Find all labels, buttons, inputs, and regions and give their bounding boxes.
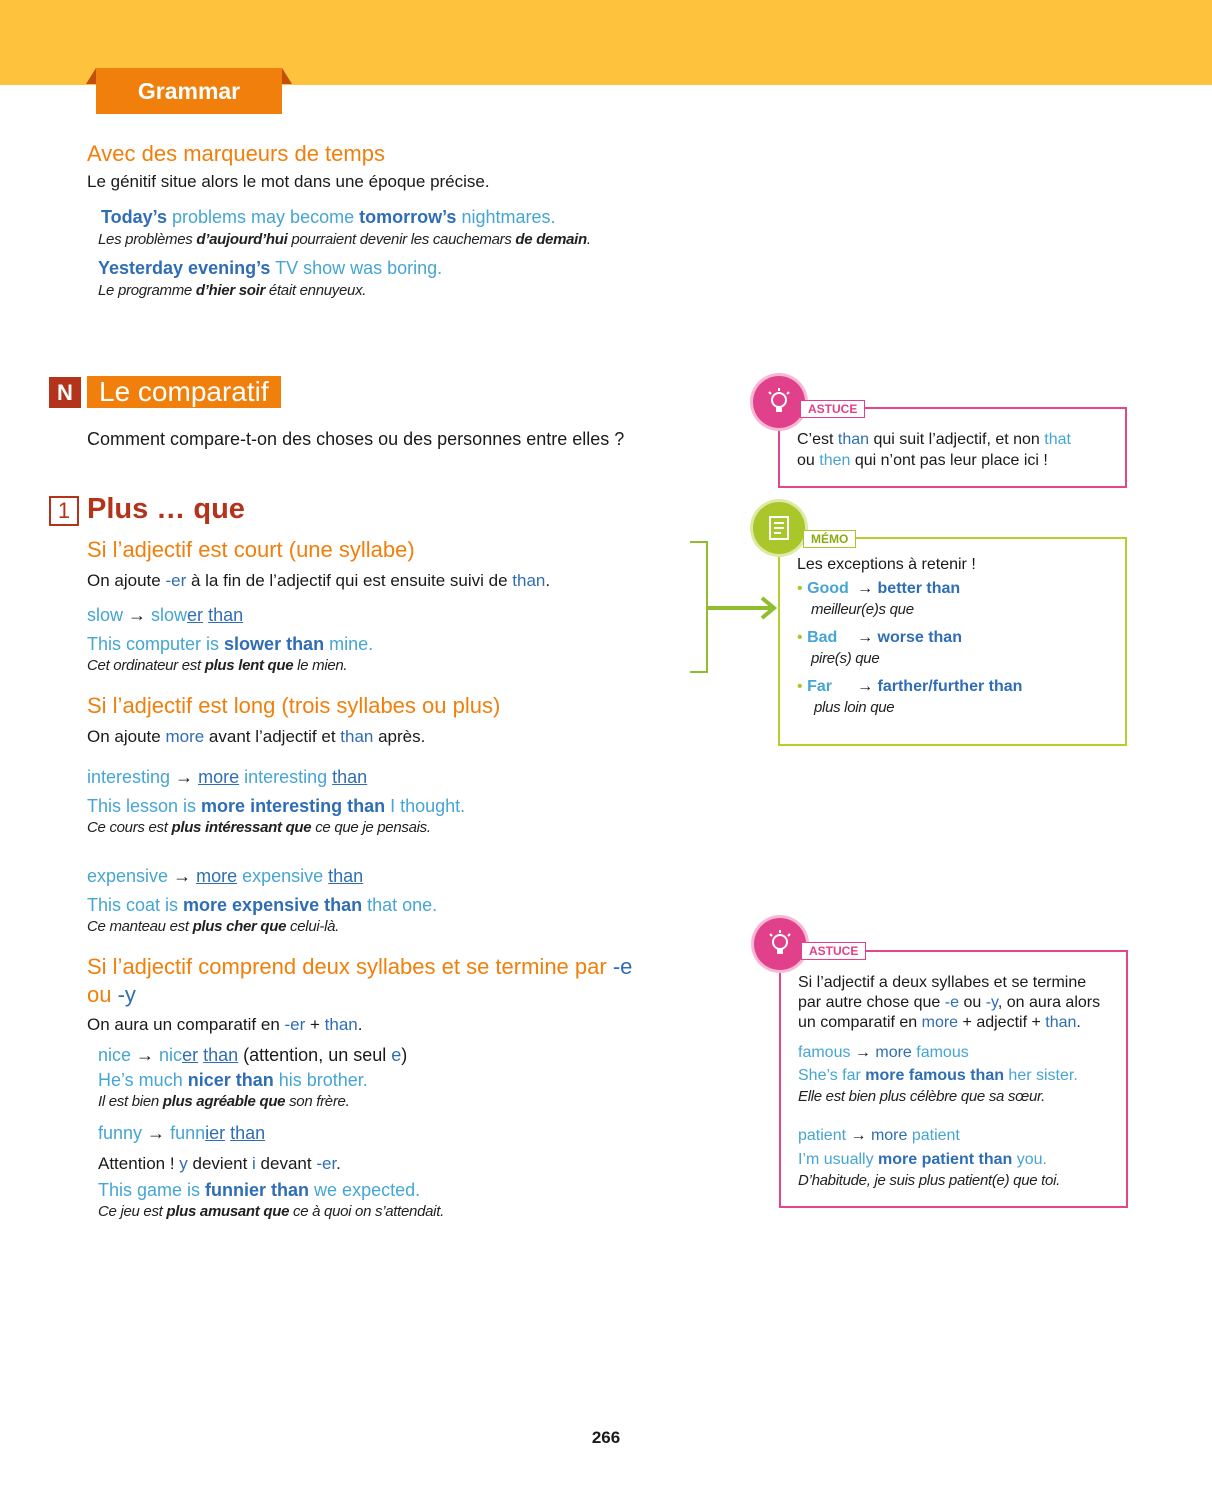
tab-fold-right xyxy=(282,68,292,84)
lightbulb-icon xyxy=(753,376,805,428)
two-syllable-title-line-1: Si l’adjectif comprend deux syllabes et se termine par -e xyxy=(87,954,633,979)
two-syllable-example-2: This game is funnier than we expected. xyxy=(98,1180,421,1200)
long-adjective-desc: On ajoute more avant l’adjectif et than après. xyxy=(87,727,426,746)
astuce-2-translation-1: Elle est bien plus célèbre que sa sœur. xyxy=(798,1088,1046,1105)
section-title: Le comparatif xyxy=(87,376,281,408)
astuce-2-example-2: I’m usually more patient than you. xyxy=(798,1151,1047,1168)
astuce-1-line-1: C’est than qui suit l’adjectif, et non that xyxy=(797,431,1071,448)
short-adjective-title: Si l’adjectif est court (une syllabe) xyxy=(87,537,415,562)
short-adjective-desc: On ajoute -er à la fin de l’adjectif qui est ensuite suivi de than. xyxy=(87,571,551,590)
intro-translation-1: Les problèmes d’aujourd’hui pourraient devenir les cauchemars de demain. xyxy=(98,231,591,248)
memo-item: • Good → better than xyxy=(797,580,961,597)
two-syllable-example-1: He’s much nicer than his brother. xyxy=(98,1070,368,1090)
astuce-2-form-1: famous → more famous xyxy=(798,1044,969,1061)
memo-flag: MÉMO xyxy=(803,530,856,548)
long-adjective-example-1: This lesson is more interesting than I thought. xyxy=(87,796,466,816)
long-adjective-translation-2: Ce manteau est plus cher que celui-là. xyxy=(87,918,340,935)
memo-intro: Les exceptions à retenir ! xyxy=(797,556,976,573)
astuce-2-line-3: un comparatif en more + adjectif + than. xyxy=(798,1014,1081,1031)
astuce-2-line-2: par autre chose que -e ou -y, on aura alors xyxy=(798,994,1101,1011)
intro-translation-2: Le programme d’hier soir était ennuyeux. xyxy=(98,282,367,299)
astuce-2-translation-2: D’habitude, je suis plus patient(e) que toi. xyxy=(798,1172,1060,1189)
long-adjective-form-2: expensive → more expensive than xyxy=(87,866,364,886)
long-adjective-example-2: This coat is more expensive than that one. xyxy=(87,895,438,915)
two-syllable-form-2: funny → funnier than xyxy=(98,1123,266,1143)
memo-item: • Bad → worse than xyxy=(797,629,962,646)
memo-icon xyxy=(753,502,805,554)
memo-item: • Far → farther/further than xyxy=(797,678,1023,695)
subsection-title: Plus … que xyxy=(87,493,245,525)
astuce-2-line-1: Si l’adjectif a deux syllabes et se termine xyxy=(798,974,1087,991)
memo-item-translation: pire(s) que xyxy=(811,650,880,667)
two-syllable-translation-2: Ce jeu est plus amusant que ce à quoi on s’attendait. xyxy=(98,1203,444,1220)
intro-example-1: Today’s problems may become tomorrow’s nightmares. xyxy=(101,207,556,227)
short-adjective-form: slow → slower than xyxy=(87,605,244,625)
page-number: 266 xyxy=(591,1428,621,1447)
astuce-2-form-2: patient → more patient xyxy=(798,1127,960,1144)
two-syllable-translation-1: Il est bien plus agréable que son frère. xyxy=(98,1093,350,1110)
two-syllable-form-1: nice → nicer than (attention, un seul e) xyxy=(98,1045,408,1065)
two-syllable-title-line-2: ou -y xyxy=(87,982,136,1007)
intro-title: Avec des marqueurs de temps xyxy=(87,141,385,166)
two-syllable-note: Attention ! y devient i devant -er. xyxy=(98,1154,341,1173)
section-question: Comment compare-t-on des choses ou des personnes entre elles ? xyxy=(87,429,625,449)
tab-fold-left xyxy=(86,68,96,84)
intro-example-2: Yesterday evening’s TV show was boring. xyxy=(98,258,443,278)
long-adjective-form-1: interesting → more interesting than xyxy=(87,767,368,787)
arrow-right-icon xyxy=(706,595,780,621)
memo-item-translation: meilleur(e)s que xyxy=(811,601,914,618)
short-adjective-example: This computer is slower than mine. xyxy=(87,634,374,654)
intro-desc: Le génitif situe alors le mot dans une époque précise. xyxy=(87,172,490,191)
two-syllable-desc: On aura un comparatif en -er + than. xyxy=(87,1015,363,1034)
long-adjective-translation-1: Ce cours est plus intéressant que ce que je pensais. xyxy=(87,819,431,836)
grammar-tab: Grammar xyxy=(96,68,282,114)
astuce-1-line-2: ou then qui n’ont pas leur place ici ! xyxy=(797,452,1048,469)
memo-item-translation: plus loin que xyxy=(814,699,895,716)
subsection-number: 1 xyxy=(49,496,79,526)
lightbulb-icon xyxy=(754,918,806,970)
section-letter: N xyxy=(49,377,81,408)
astuce-flag-1: ASTUCE xyxy=(800,400,865,418)
short-adjective-translation: Cet ordinateur est plus lent que le mien. xyxy=(87,657,348,674)
long-adjective-title: Si l’adjectif est long (trois syllabes ou plus) xyxy=(87,693,501,718)
astuce-2-example-1: She’s far more famous than her sister. xyxy=(798,1067,1078,1084)
astuce-flag-2: ASTUCE xyxy=(801,942,866,960)
